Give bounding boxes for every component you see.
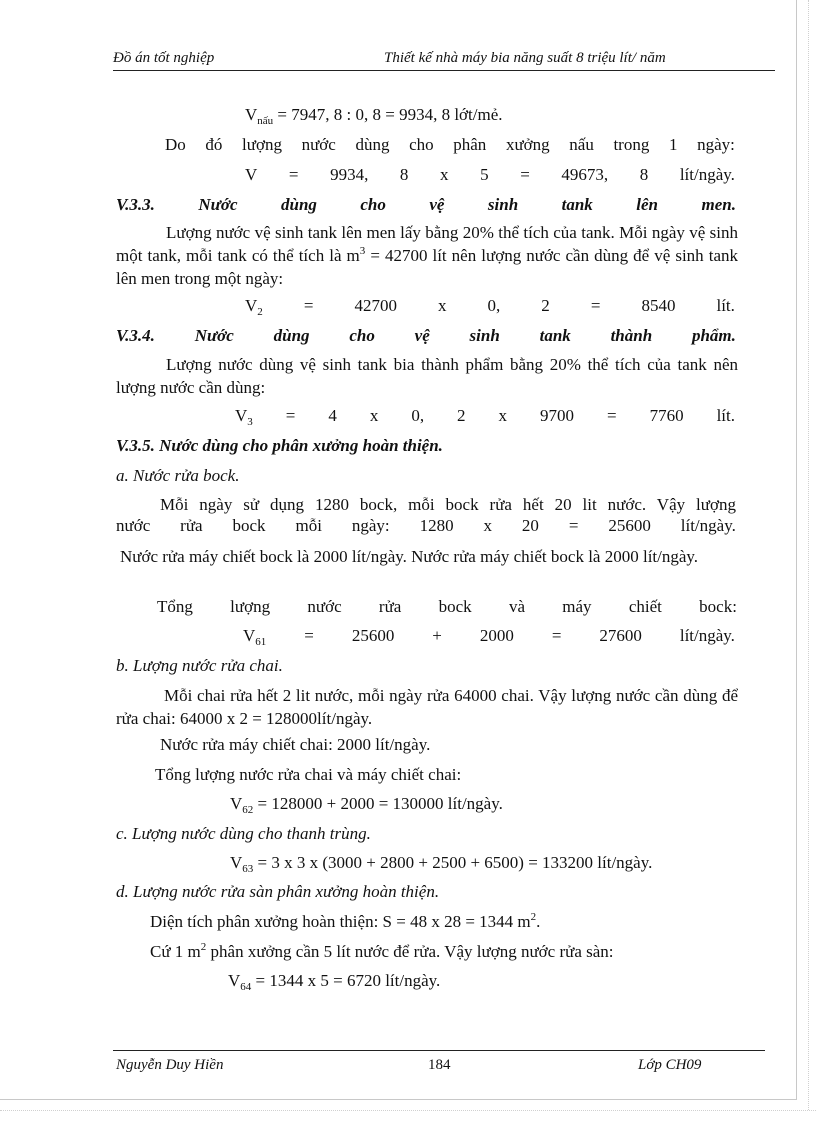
v63-line: $V_{63} = 3$ x 3 x (3000 + 2800 + 2500 + 6500) = 133200 lít/ngày. [230,853,653,875]
pa2-word: rửa [180,516,203,535]
l2-word: ngày: [697,135,735,154]
v61-term: 2000 [479,626,514,645]
subhead-a: a. Nước rửa bock. [116,466,240,485]
para-d2: Cứ 1 $m^2$ phân xưởng cần 5 lít nước để rửa. Vậy lượng nước rửa sàn: [150,941,614,961]
l3-word: 49673, [561,165,609,184]
h333-word: dùng [280,195,317,214]
l2-word: nước [301,135,336,154]
subhead-b: b. Lượng nước rửa chai. [116,656,283,675]
subhead-c: c. Lượng nước dùng cho thanh trùng. [116,824,371,843]
v61-line [243,626,735,646]
l3-word: = [520,165,530,184]
h333-word: tank [561,195,593,214]
v3-term: = [285,406,296,425]
para-b3: Tổng lượng nước rửa chai và máy chiết chai: [155,765,462,784]
h334-word: sinh [469,326,500,345]
v3-term: 4 [328,406,337,425]
pa4-word: bock: [699,597,737,616]
h334-word: tank [539,326,571,345]
h333-word: Nước [198,195,238,214]
h333-word: sinh [487,195,519,214]
para-b2: Nước rửa máy chiết chai: 2000 lít/ngày. [160,735,431,754]
h333-word: lên [636,195,659,214]
l3-word: lít/ngày. [679,165,735,184]
v61-term: + [432,626,442,645]
footer-page-number: 184 [428,1057,451,1073]
l3-word: 9934, [330,165,369,184]
l3-word: = [288,165,299,184]
v3-term: 2 [457,406,466,425]
pa2-word: bock [232,516,266,535]
footer-rule [113,1050,765,1051]
header-left: Đồ án tốt nghiệp [113,50,215,66]
l2-word: nấu [569,135,594,154]
pa2-word: nước [116,516,151,535]
v2-term: 2 [541,296,550,315]
heading-v333 [116,195,736,215]
pa2-word: x [483,516,492,535]
pa2-word: 20 [521,516,539,535]
para-v334: Lượng nước dùng vệ sinh tank bia thành phẩm bằng 20% thể tích của tank nên lượng nước cần dùng: [116,355,738,397]
para-a1: Mỗi ngày sử dụng 1280 bock, mỗi bock rửa hết 20 lit nước. Vậy lượng [160,495,736,514]
h334-word: cho [349,326,375,345]
h334-word: Nước [194,326,234,345]
heading-v335: V.3.5. Nước dùng cho phân xưởng hoàn thiện. [116,436,443,455]
pa4-word: Tổng [157,597,193,616]
v3-term: 7760 [649,406,684,425]
pa2-word: 25600 [608,516,651,535]
para-a3: Nước rửa máy chiết bock là 2000 lít/ngày. Nước rửa máy chiết bock là 2000 lít/ngày. [120,547,699,566]
l2-word: dùng [355,135,390,154]
l2-word: trong [613,135,650,154]
pa2-word: = [568,516,579,535]
h333-word: cho [360,195,386,214]
v61-variable: $V_{61}$ [243,626,267,648]
header-rule [113,70,775,71]
pa4-word: nước [307,597,342,616]
para-d1: Diện tích phân xưởng hoàn thiện: S = 48 x 28 = 1344 $m^2$. [150,911,541,931]
l3-word: 8 [639,165,649,184]
v3-variable: $V_3$ [235,406,253,428]
v3-term: x [498,406,508,425]
page-edge-right [808,0,809,1110]
v61-term: 25600 [351,626,395,645]
v2-line [245,296,735,316]
subhead-d: d. Lượng nước rửa sàn phân xưởng hoàn thiện. [116,882,440,901]
h333-word: men. [701,195,736,214]
h334-word: thành [610,326,653,345]
header-right: Thiết kế nhà máy bia năng suất 8 triệu lít/ năm [384,50,666,66]
v61-term: = [304,626,314,645]
l2-word: 1 [668,135,678,154]
pa4-word: chiết [628,597,662,616]
v3-line [235,406,735,426]
para-a4 [157,597,737,617]
para-b1: Mỗi chai rửa hết 2 lit nước, mỗi ngày rửa 64000 chai. Vậy lượng nước cần dùng để rửa chai: 64000 x 2 = 128000lít/ngày. [116,686,738,728]
l2-word: lượng [242,135,282,154]
v62-line: $V_{62} = 128000 + 2000 = 130000$ lít/ngày. [230,794,503,816]
page-edge-bottom [0,1110,816,1111]
footer-author: Nguyễn Duy Hiền [116,1057,224,1073]
v2-term: = [590,296,601,315]
h333-word: V.3.3. [116,195,155,214]
v-nau-line: $V_{nấu} = 7947$, 8 : 0, 8 = 9934, 8 lớt/mẻ. [245,105,503,127]
h334-word: phẩm. [691,326,736,345]
pa2-word: mỗi [295,516,322,535]
para-a2 [116,516,736,536]
l2-word: cho [409,135,434,154]
v2-term: = [303,296,314,315]
v2-variable: $V_2$ [245,296,263,318]
pa2-word: ngày: [351,516,390,535]
pa4-word: rửa [378,597,402,616]
h334-word: vệ [414,326,430,345]
v2-term: x [437,296,447,315]
v2-term: 0, [487,296,501,315]
h334-word: dùng [273,326,310,345]
v3-term: = [607,406,617,425]
v2-term: 8540 [641,296,676,315]
l3-word: V [245,165,258,184]
v2-term: 42700 [354,296,397,315]
v2-term: lít. [716,296,735,315]
pa4-word: máy [562,597,592,616]
v3-term: 9700 [540,406,575,425]
footer-class: Lớp CH09 [638,1057,702,1073]
pa4-word: bock [438,597,472,616]
l3-word: 5 [480,165,489,184]
v61-term: = [551,626,562,645]
pa4-word: và [508,597,525,616]
l2-word: Do [165,135,186,154]
para-nau-intro [165,135,735,155]
heading-v334 [116,326,736,346]
h333-word: vệ [429,195,445,214]
pa2-word: lít/ngày. [680,516,736,535]
v61-term: 27600 [599,626,642,645]
para-v333: Lượng nước vệ sinh tank lên men lấy bằng 20% thể tích của tank. Mỗi ngày vệ sinh một tank, mỗi tank có thể tích là $m^3 = 42700$ lít nên lượng nước cần dùng để vệ sinh tank lên men trong một ngày: [116,223,738,288]
v3-term: lít. [716,406,735,425]
v61-term: lít/ngày. [679,626,735,645]
v3-term: 0, [411,406,425,425]
l3-word: x [440,165,449,184]
l2-word: xưởng [505,135,550,154]
pa4-word: lượng [230,597,271,616]
h334-word: V.3.4. [116,326,155,345]
l2-word: đó [205,135,223,154]
l2-word: phân [453,135,487,154]
v64-line: $V_{64} = 1344$ x 5 = 6720 lít/ngày. [228,971,441,993]
v3-term: x [369,406,379,425]
pa2-word: 1280 [419,516,454,535]
l3-word: 8 [399,165,409,184]
v-total-line [245,165,735,185]
